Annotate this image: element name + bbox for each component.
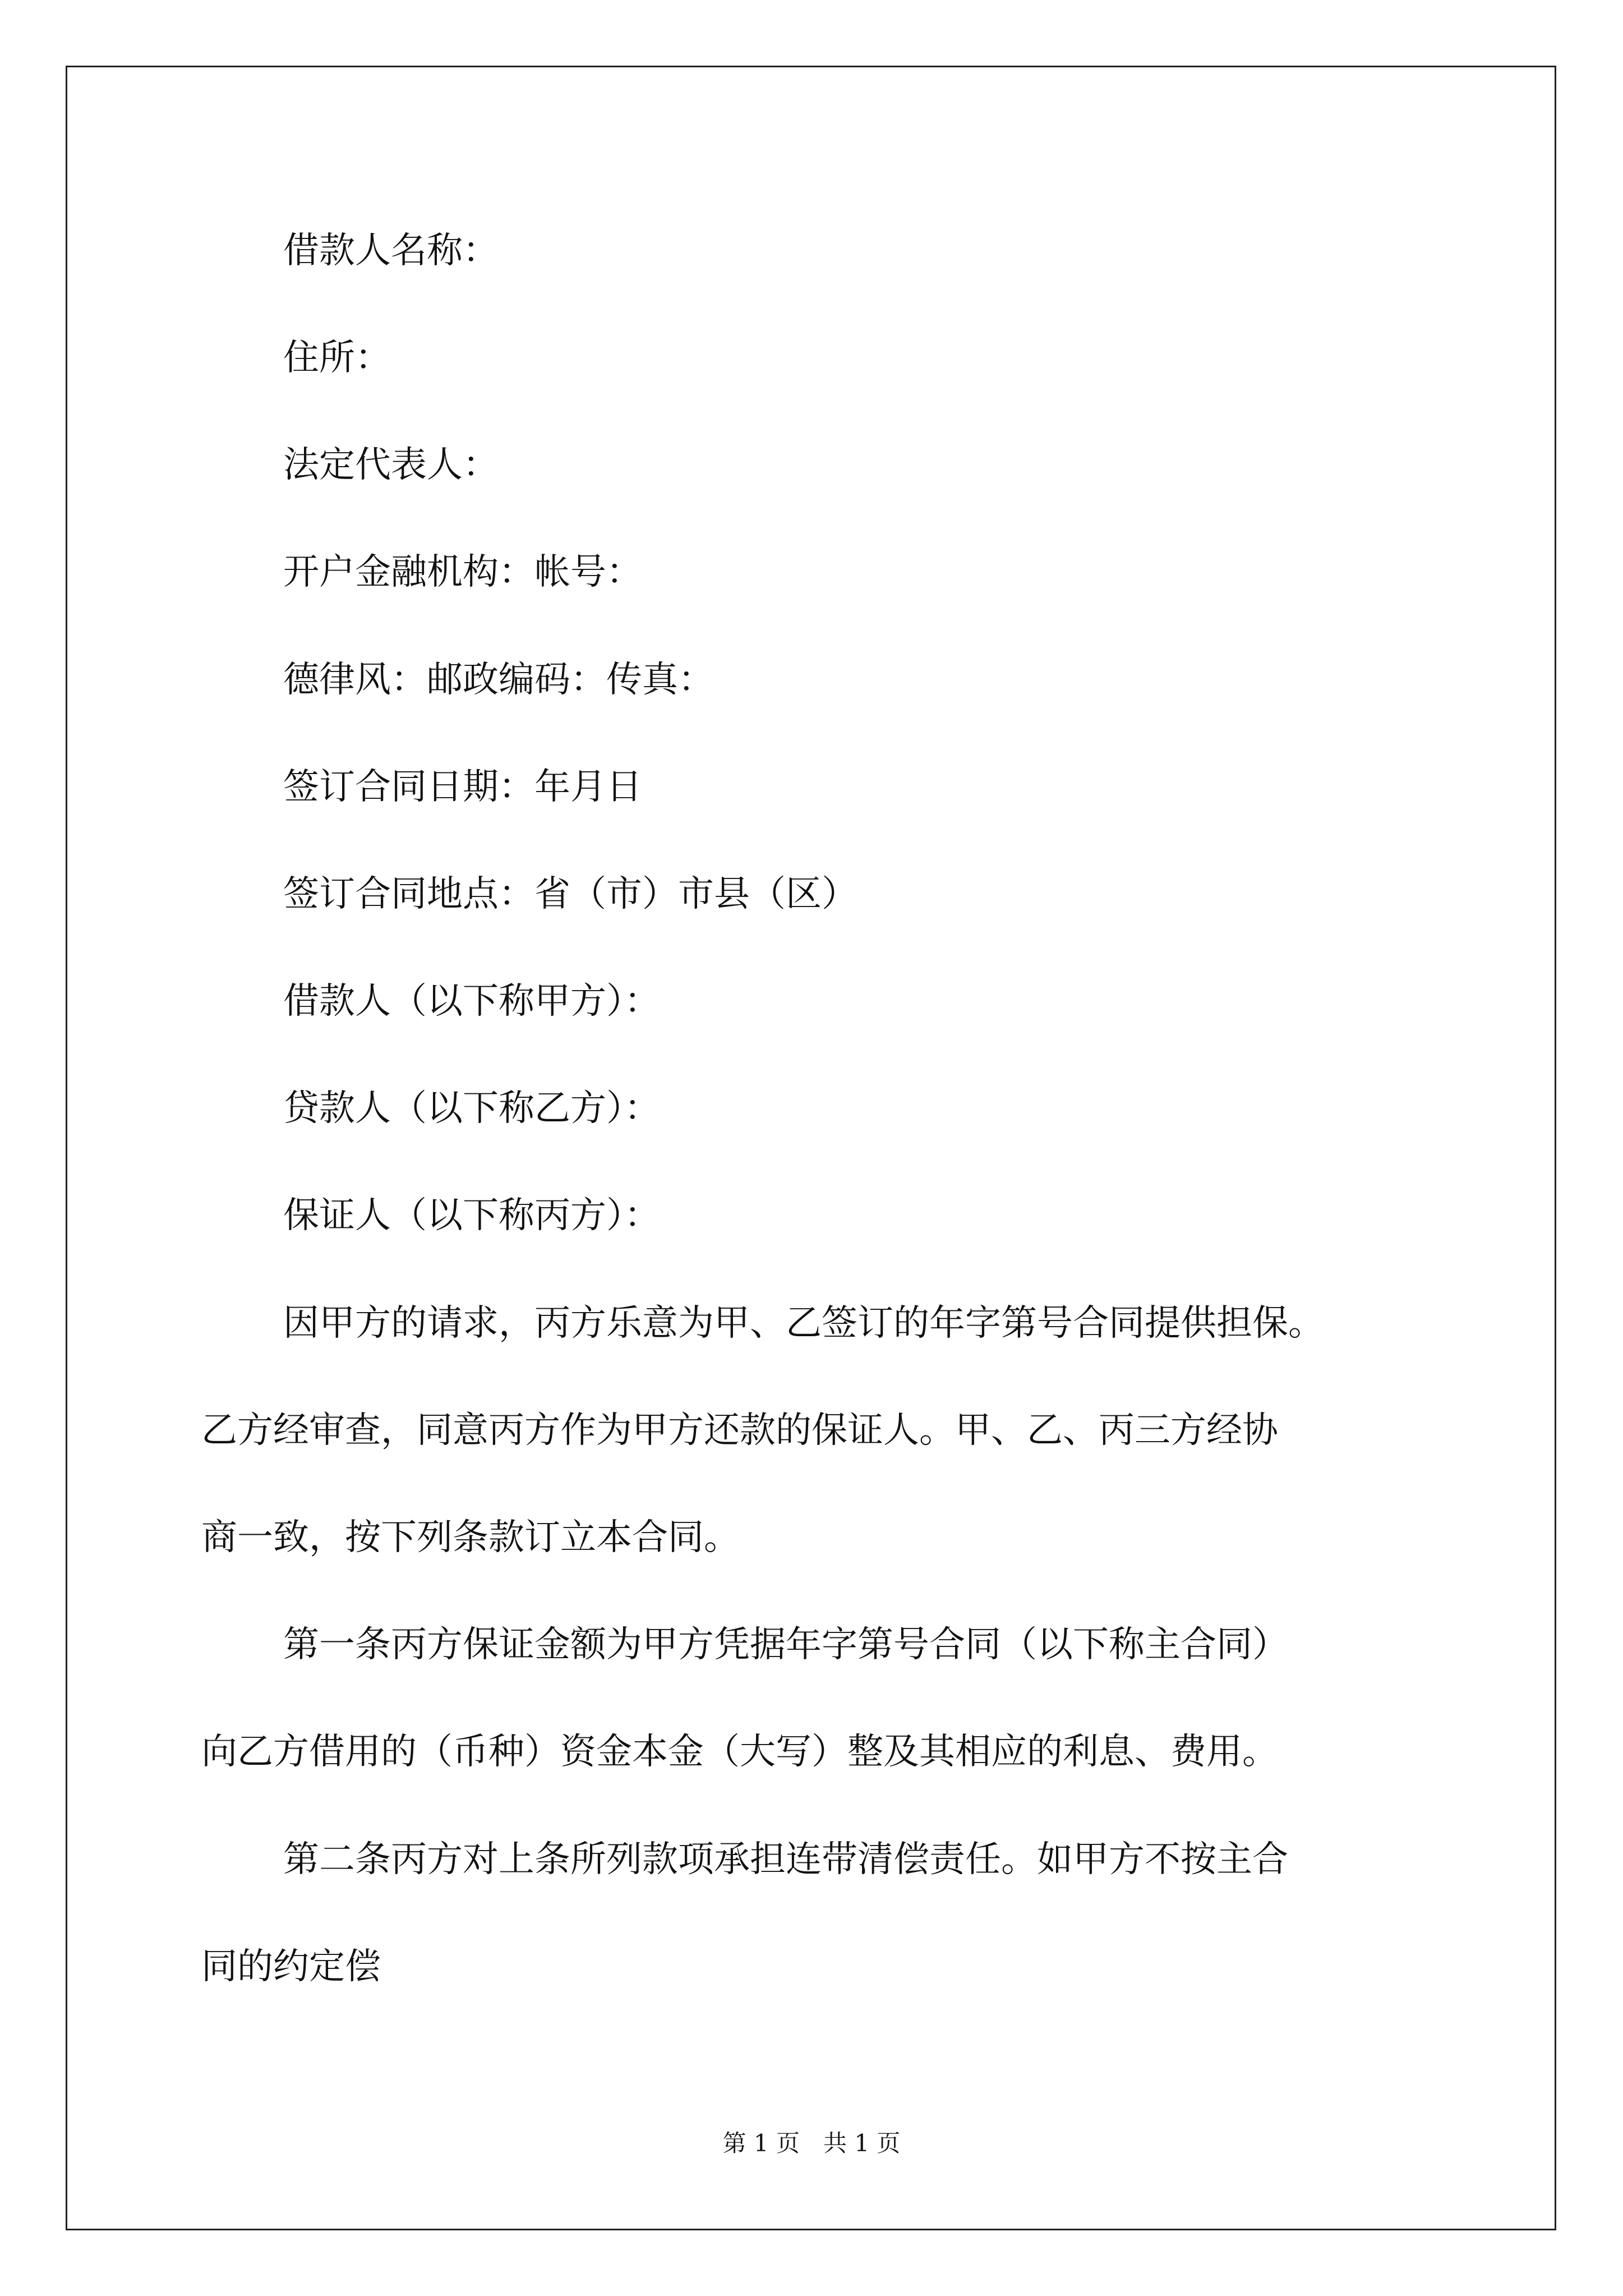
article-one-line: 向乙方借用的（币种）资金本金（大写）整及其相应的利息、费用。 <box>201 1731 1278 1773</box>
legal-representative-field: 法定代表人： <box>283 444 499 486</box>
phone-postcode-fax-field: 德律风：邮政编码：传真： <box>283 659 714 701</box>
article-one-line: 第一条丙方保证金额为甲方凭据年字第号合同（以下称主合同） <box>283 1624 1288 1665</box>
party-c-field: 保证人（以下称丙方）： <box>283 1195 660 1236</box>
signing-place-field: 签订合同地点：省（市）市县（区） <box>283 873 857 915</box>
article-two-line: 第二条丙方对上条所列款项承担连带清偿责任。如甲方不按主合 <box>283 1839 1288 1880</box>
paragraph-line: 商一致，按下列条款订立本合同。 <box>201 1517 740 1558</box>
signing-date-field: 签订合同日期：年月日 <box>283 766 642 808</box>
borrower-name-field: 借款人名称： <box>283 230 499 272</box>
page-number-footer: 第 1 页 共 1 页 <box>722 2129 901 2157</box>
article-two-line: 同的约定偿 <box>201 1946 381 1987</box>
paragraph-line: 乙方经审查，同意丙方作为甲方还款的保证人。甲、乙、丙三方经协 <box>201 1410 1278 1451</box>
party-b-field: 贷款人（以下称乙方）： <box>283 1088 660 1129</box>
address-field: 住所： <box>283 337 391 379</box>
paragraph-line: 因甲方的请求，丙方乐意为甲、乙签订的年字第号合同提供担保。 <box>283 1303 1324 1344</box>
party-a-field: 借款人（以下称甲方）： <box>283 981 660 1022</box>
page-border <box>66 66 1556 2230</box>
bank-account-field: 开户金融机构：帐号： <box>283 551 642 593</box>
